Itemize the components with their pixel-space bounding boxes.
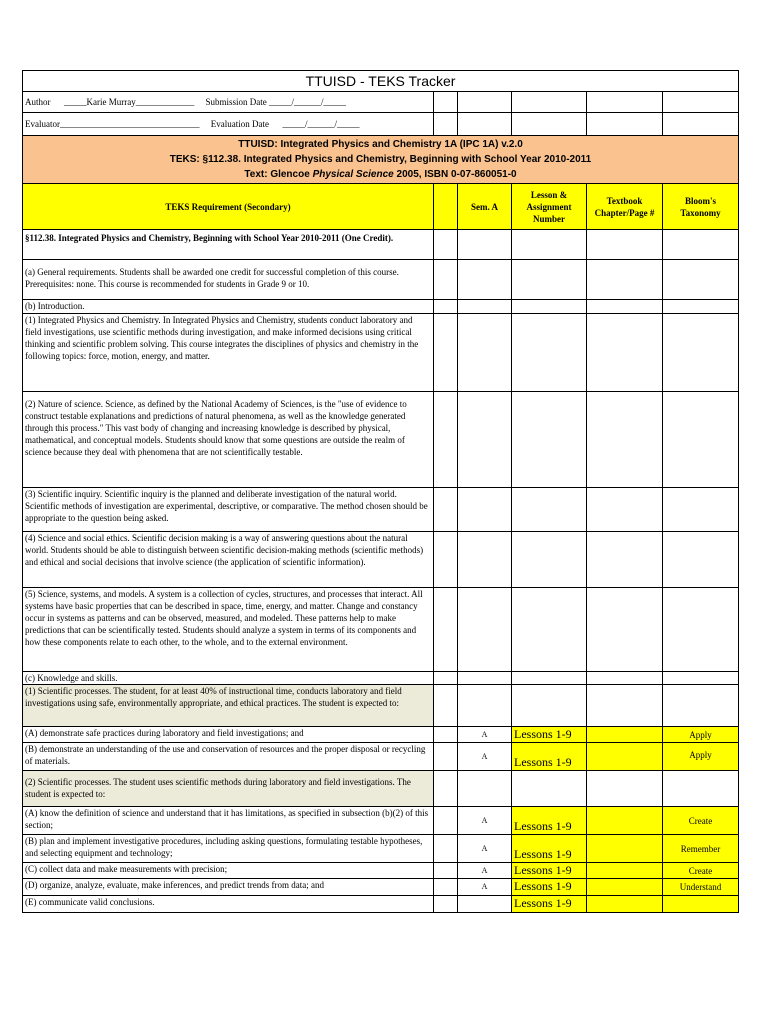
- sem-value[interactable]: A: [458, 863, 512, 879]
- empty-cell: [512, 771, 587, 807]
- lesson-cell[interactable]: Lessons 1-9: [512, 835, 587, 863]
- empty-cell: [587, 672, 663, 685]
- introduction-heading: (b) Introduction.: [23, 300, 434, 314]
- empty-cell: [434, 727, 458, 743]
- empty-cell: [587, 771, 663, 807]
- bloom-cell[interactable]: Apply: [663, 727, 739, 743]
- evaluator-field[interactable]: Evaluator_______________________________: [25, 119, 200, 129]
- header-bloom: Bloom's Taxonomy: [663, 184, 739, 230]
- general-requirements: (a) General requirements. Students shall be awarded one credit for successful completion of this course. Prerequisites: none. This course is recommended for students in Grade 9 or 10.: [23, 260, 434, 300]
- section-title: §112.38. Integrated Physics and Chemistry, Beginning with School Year 2010-2011 (One Credit).: [23, 230, 434, 260]
- empty-cell: [663, 771, 739, 807]
- empty-cell: [512, 532, 587, 588]
- empty-cell: [587, 488, 663, 532]
- requirement-text: (C) collect data and make measurements with precision;: [23, 863, 434, 879]
- lesson-cell[interactable]: Lessons 1-9: [512, 727, 587, 743]
- banner-line-1: TTUISD: Integrated Physics and Chemistry 1A (IPC 1A) v.2.0: [238, 139, 523, 150]
- empty-cell: [458, 230, 512, 260]
- empty-cell: [458, 771, 512, 807]
- empty-cell: [458, 588, 512, 672]
- textbook-cell[interactable]: [587, 835, 663, 863]
- empty-cell: [458, 314, 512, 392]
- empty-cell: [587, 685, 663, 727]
- empty-cell: [434, 488, 458, 532]
- empty-cell: [434, 588, 458, 672]
- banner-line-3: [23, 167, 738, 182]
- empty-cell: [434, 392, 458, 488]
- empty-cell: [434, 92, 458, 113]
- author-field[interactable]: Author _____Karie Murray_____________: [25, 97, 195, 107]
- empty-cell: [587, 92, 663, 113]
- textbook-cell[interactable]: [587, 863, 663, 879]
- bloom-cell[interactable]: Create: [663, 807, 739, 835]
- empty-cell: [663, 92, 739, 113]
- banner-line-2: TEKS: §112.38. Integrated Physics and Chemistry, Beginning with School Year 2010-2011: [169, 154, 592, 165]
- sem-value[interactable]: A: [458, 807, 512, 835]
- evaluator-row: [23, 113, 434, 136]
- bloom-cell[interactable]: Remember: [663, 835, 739, 863]
- bloom-cell[interactable]: Apply: [663, 743, 739, 771]
- empty-cell: [587, 260, 663, 300]
- bloom-cell[interactable]: Create: [663, 863, 739, 879]
- empty-cell: [458, 672, 512, 685]
- empty-cell: [512, 300, 587, 314]
- empty-cell: [512, 230, 587, 260]
- empty-cell: [434, 863, 458, 879]
- textbook-cell[interactable]: [587, 743, 663, 771]
- table-row: [23, 863, 739, 879]
- empty-cell: [434, 743, 458, 771]
- empty-cell: [512, 672, 587, 685]
- empty-cell: [663, 260, 739, 300]
- empty-cell: [663, 685, 739, 727]
- banner-text-prefix: Text: Glencoe: [244, 169, 313, 180]
- empty-cell: [663, 672, 739, 685]
- empty-cell: [512, 260, 587, 300]
- teks-tracker-sheet: [22, 70, 738, 913]
- requirement-text: (B) demonstrate an understanding of the use and conservation of resources and the proper disposal or recycling of materials.: [23, 743, 434, 771]
- empty-cell: [458, 260, 512, 300]
- textbook-cell[interactable]: [587, 807, 663, 835]
- sem-value[interactable]: [458, 896, 512, 913]
- empty-cell: [663, 532, 739, 588]
- empty-cell: [458, 92, 512, 113]
- empty-cell: [434, 896, 458, 913]
- empty-cell: [512, 314, 587, 392]
- empty-cell: [458, 685, 512, 727]
- empty-cell: [434, 685, 458, 727]
- empty-cell: [434, 879, 458, 896]
- table-row: [23, 896, 739, 913]
- table-row: [23, 743, 739, 771]
- empty-cell: [434, 672, 458, 685]
- table-row: [23, 727, 739, 743]
- empty-cell: [434, 532, 458, 588]
- empty-cell: [458, 113, 512, 136]
- group-heading: (1) Scientific processes. The student, for at least 40% of instructional time, conducts laboratory and field investigations using safe, environmentally appropriate, and ethical practices. The student is expected to:: [23, 685, 434, 727]
- intro-paragraph-2: (2) Nature of science. Science, as defined by the National Academy of Sciences, is the "use of evidence to construct testable explanations and predictions of natural phenomena, as well as the knowledge generated through this process." This vast body of changing and increasing knowledge is described by physical, mathematical, and conceptual models. Students should know that some questions are outside the realm of science because they deal with phenomena that are not scientifically testable.: [23, 392, 434, 488]
- banner-text-suffix: 2005, ISBN 0-07-860051-0: [393, 169, 517, 180]
- knowledge-skills-heading: (c) Knowledge and skills.: [23, 672, 434, 685]
- banner-text-italic: Physical Science: [312, 169, 394, 180]
- page-title: TTUISD - TEKS Tracker: [23, 71, 739, 92]
- bloom-cell[interactable]: [663, 896, 739, 913]
- empty-cell: [587, 588, 663, 672]
- bloom-cell[interactable]: Understand: [663, 879, 739, 896]
- lesson-cell[interactable]: Lessons 1-9: [512, 896, 587, 913]
- textbook-cell[interactable]: [587, 879, 663, 896]
- intro-paragraph-4: (4) Science and social ethics. Scientific decision making is a way of answering questions about the natural world. Students should be able to distinguish between scientific decision-making methods (scientific methods) and ethical and social decisions that involve science (the application of scientific information).: [23, 532, 434, 588]
- empty-cell: [458, 392, 512, 488]
- empty-cell: [587, 230, 663, 260]
- empty-cell: [663, 392, 739, 488]
- empty-cell: [512, 113, 587, 136]
- empty-cell: [587, 392, 663, 488]
- sem-value[interactable]: A: [458, 879, 512, 896]
- evaluation-date-field[interactable]: Evaluation Date _____/______/_____: [210, 119, 360, 129]
- header-requirement: TEKS Requirement (Secondary): [23, 184, 434, 230]
- empty-cell: [587, 532, 663, 588]
- sem-value[interactable]: A: [458, 743, 512, 771]
- empty-cell: [512, 92, 587, 113]
- empty-cell: [434, 300, 458, 314]
- intro-paragraph-1: (1) Integrated Physics and Chemistry. In Integrated Physics and Chemistry, students conduct laboratory and field investigations, use scientific methods during investigation, and make informed decisions using critical thinking and scientific problem solving. This course integrates the disciplines of physics and chemistry in the following topics: force, motion, energy, and matter.: [23, 314, 434, 392]
- header-lesson: Lesson & Assignment Number: [512, 184, 587, 230]
- teks-table: [22, 70, 739, 913]
- empty-cell: [663, 300, 739, 314]
- author-row: [23, 92, 434, 113]
- empty-cell: [512, 685, 587, 727]
- table-row: [23, 835, 739, 863]
- empty-cell: [587, 113, 663, 136]
- course-banner: [23, 136, 739, 184]
- empty-cell: [663, 230, 739, 260]
- header-sem: Sem. A: [458, 184, 512, 230]
- sem-value[interactable]: A: [458, 835, 512, 863]
- empty-cell: [663, 113, 739, 136]
- empty-cell: [434, 771, 458, 807]
- lesson-cell[interactable]: Lessons 1-9: [512, 743, 587, 771]
- empty-cell: [434, 113, 458, 136]
- empty-cell: [663, 588, 739, 672]
- empty-cell: [458, 300, 512, 314]
- empty-cell: [512, 488, 587, 532]
- textbook-cell[interactable]: [587, 727, 663, 743]
- table-row: [23, 879, 739, 896]
- empty-cell: [434, 314, 458, 392]
- empty-cell: [434, 835, 458, 863]
- empty-cell: [663, 488, 739, 532]
- header-blank: [434, 184, 458, 230]
- requirement-text: (E) communicate valid conclusions.: [23, 896, 434, 913]
- requirement-text: (A) demonstrate safe practices during laboratory and field investigations; and: [23, 727, 434, 743]
- submission-date-field[interactable]: Submission Date _____/______/_____: [205, 97, 346, 107]
- lesson-cell[interactable]: Lessons 1-9: [512, 863, 587, 879]
- intro-paragraph-3: (3) Scientific inquiry. Scientific inquiry is the planned and deliberate investigation of the natural world. Scientific methods of investigation are experimental, descriptive, or comparative. The method chosen should be appropriate to the question being asked.: [23, 488, 434, 532]
- empty-cell: [512, 588, 587, 672]
- empty-cell: [458, 532, 512, 588]
- lesson-cell[interactable]: Lessons 1-9: [512, 807, 587, 835]
- intro-paragraph-5: (5) Science, systems, and models. A system is a collection of cycles, structures, and processes that interact. All systems have basic properties that can be described in space, time, energy, and matter. Change and constancy occur in systems as patterns and can be observed, measured, and modeled. These patterns help to make predictions that can be scientifically tested. Students should analyze a system in terms of its components and how these components relate to each other, to the whole, and to the external environment.: [23, 588, 434, 672]
- empty-cell: [434, 230, 458, 260]
- sem-value[interactable]: A: [458, 727, 512, 743]
- empty-cell: [458, 488, 512, 532]
- lesson-cell[interactable]: Lessons 1-9: [512, 879, 587, 896]
- requirement-text: (A) know the definition of science and understand that it has limitations, as specified in subsection (b)(2) of this section;: [23, 807, 434, 835]
- requirement-text: (D) organize, analyze, evaluate, make inferences, and predict trends from data; and: [23, 879, 434, 896]
- empty-cell: [587, 300, 663, 314]
- empty-cell: [434, 260, 458, 300]
- group-heading: (2) Scientific processes. The student uses scientific methods during laboratory and field investigations. The student is expected to:: [23, 771, 434, 807]
- textbook-cell[interactable]: [587, 896, 663, 913]
- empty-cell: [512, 392, 587, 488]
- empty-cell: [434, 807, 458, 835]
- requirement-text: (B) plan and implement investigative procedures, including asking questions, formulating testable hypotheses, and selecting equipment and technology;: [23, 835, 434, 863]
- empty-cell: [663, 314, 739, 392]
- empty-cell: [587, 314, 663, 392]
- table-row: [23, 807, 739, 835]
- header-textbook: Textbook Chapter/Page #: [587, 184, 663, 230]
